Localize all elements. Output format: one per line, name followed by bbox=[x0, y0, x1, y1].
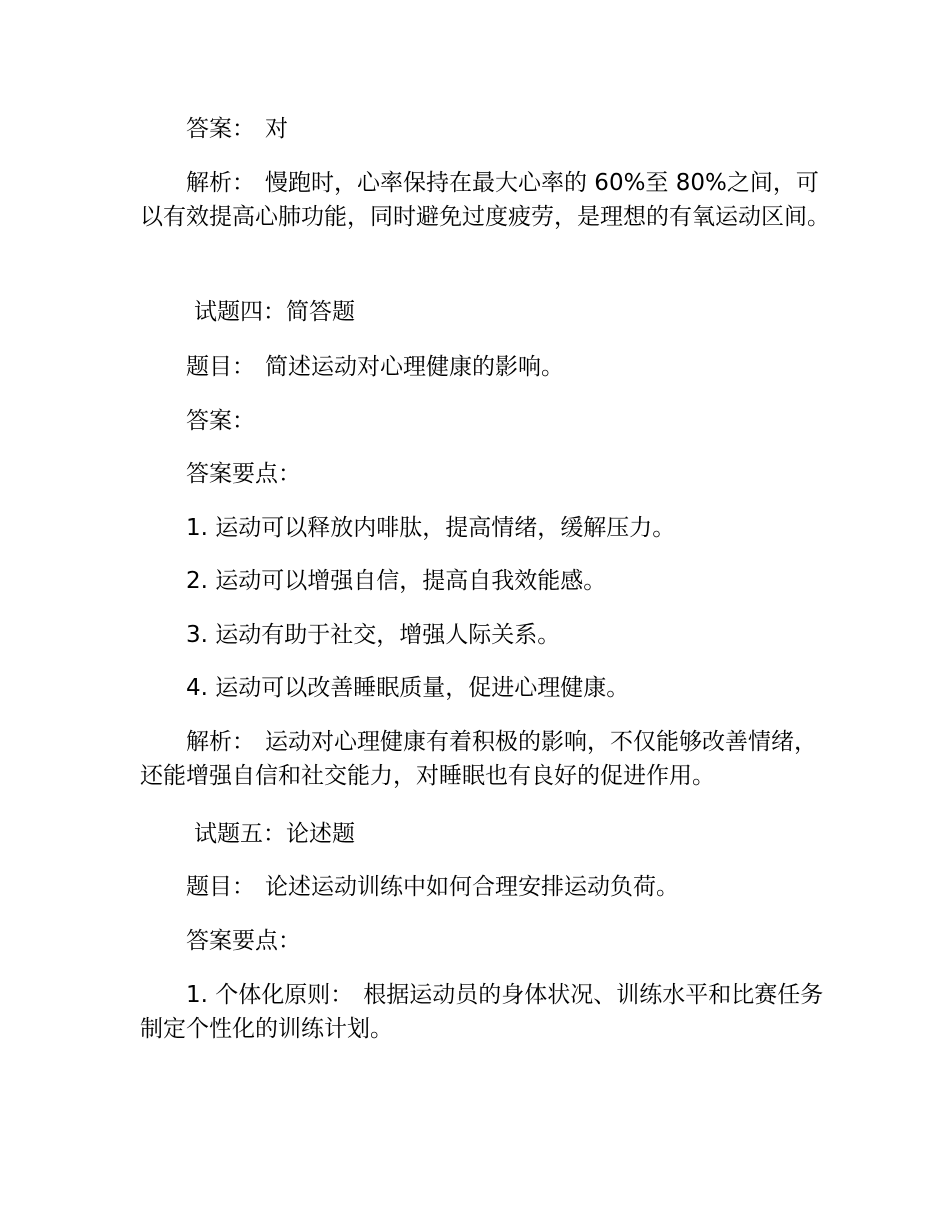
list-item bbox=[140, 978, 830, 1046]
list-item: 1. 运动可以释放内啡肽，提高情绪，缓解压力。 bbox=[186, 515, 676, 541]
question-label: 题目： bbox=[186, 874, 255, 900]
question-5 bbox=[140, 870, 830, 904]
answer-4 bbox=[140, 404, 830, 438]
question-label: 题目： bbox=[186, 354, 255, 380]
analysis-4 bbox=[140, 725, 830, 793]
list-item: 4. 运动可以改善睡眠质量，促进心理健康。 bbox=[186, 675, 630, 701]
list-item: 3. 运动有助于社交，增强人际关系。 bbox=[186, 622, 561, 648]
list-item: 2. 运动可以增强自信，提高自我效能感。 bbox=[186, 568, 607, 594]
answer-label: 答案： bbox=[186, 116, 255, 142]
section-heading-4: 试题四：简答题 bbox=[194, 299, 355, 325]
analysis-label: 解析： bbox=[186, 729, 255, 755]
question-text: 简述运动对心理健康的影响。 bbox=[265, 354, 564, 380]
analysis-text: 慢跑时，心率保持在最大心率的 60%至 80%之间，可以有效提高心肺功能，同时避免过度疲劳，是理想的有氧运动区间。 bbox=[140, 170, 830, 230]
key-points-heading: 答案要点： bbox=[186, 461, 301, 487]
principle-label: 1. 个体化原则： bbox=[186, 982, 354, 1008]
analysis-text: 运动对心理健康有着积极的影响，不仅能够改善情绪，还能增强自信和社交能力，对睡眠也有良好的促进作用。 bbox=[140, 729, 817, 789]
section-heading-5: 试题五：论述题 bbox=[194, 821, 355, 847]
question-4 bbox=[140, 350, 830, 384]
answer-3 bbox=[140, 112, 830, 146]
question-text: 论述运动训练中如何合理安排运动负荷。 bbox=[265, 874, 679, 900]
analysis-3 bbox=[140, 166, 830, 234]
key-points-heading: 答案要点： bbox=[186, 928, 301, 954]
answer-label: 答案： bbox=[186, 408, 255, 434]
analysis-label: 解析： bbox=[186, 170, 255, 196]
answer-text: 对 bbox=[265, 116, 288, 142]
principle-text: 根据运动员的身体状况、训练水平和比赛任务制定个性化的训练计划。 bbox=[140, 982, 824, 1042]
